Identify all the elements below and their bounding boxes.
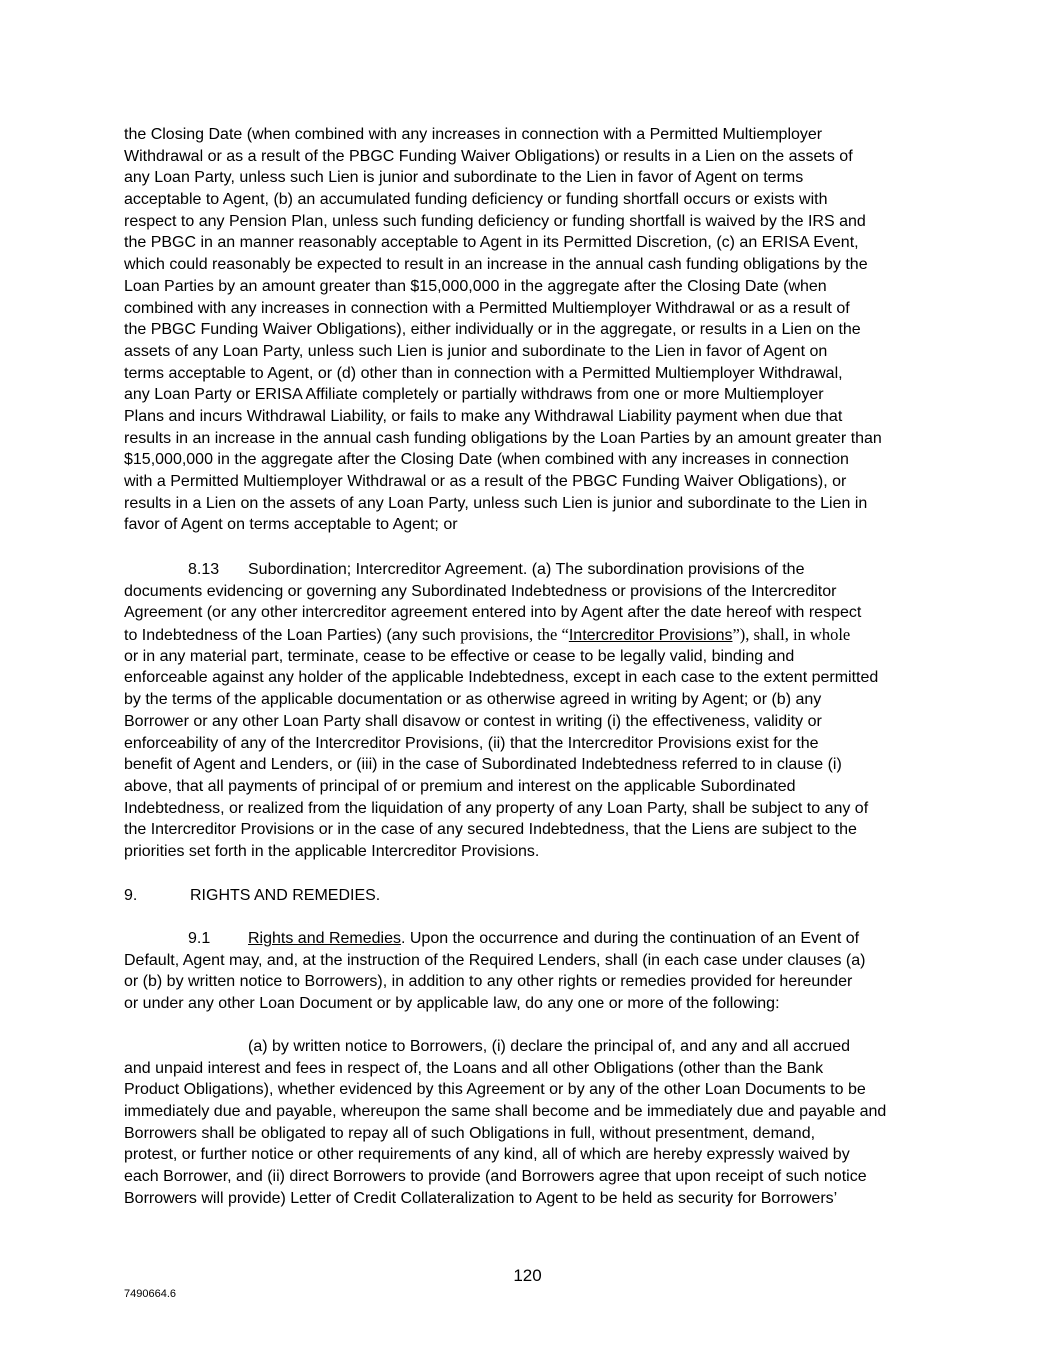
clause-a — [124, 1036, 936, 1210]
text-line: Default, Agent may, and, at the instruction of the Required Lenders, shall (in each case under clauses (a) — [124, 951, 866, 969]
text-line: with a Permitted Multiemployer Withdrawal or as a result of the PBGC Funding Waiver Obligations), or — [124, 473, 847, 490]
text-line: documents evidencing or governing any Subordinated Indebtedness or provisions of the Intercreditor — [124, 582, 837, 600]
section-9-1 — [124, 928, 936, 1015]
text-run: (a) by written notice to Borrowers, (i) declare the principal of, and any and all accrued — [248, 1038, 851, 1055]
text-line: which could reasonably be expected to result in an increase in the annual cash funding obligations by the — [124, 256, 868, 274]
text-line: favor of Agent on terms acceptable to Agent; or — [124, 516, 458, 534]
text-line: Plans and incurs Withdrawal Liability, or fails to make any Withdrawal Liability payment when due that — [124, 407, 843, 425]
text-line: or in any material part, terminate, cease to be effective or cease to be legally valid, binding and — [124, 647, 795, 665]
text-line: above, that all payments of principal of or premium and interest on the applicable Subordinated — [124, 777, 796, 795]
text-line — [124, 624, 936, 646]
text-line: the Closing Date (when combined with any increases in connection with a Permitted Multiemployer — [124, 126, 823, 143]
text-line: Product Obligations), whether evidenced by this Agreement or by any of the other Loan Documents to be — [124, 1081, 866, 1099]
document-id: 7490664.6 — [124, 1288, 176, 1300]
text-line: priorities set forth in the applicable Intercreditor Provisions. — [124, 842, 540, 860]
text-run: provisions, the “ — [460, 625, 569, 645]
text-line: enforceable against any holder of the applicable Indebtedness, except in each case to the extent permitted — [124, 669, 879, 687]
text-line: Borrowers will provide) Letter of Credit Collateralization to Agent to be held as security for Borrowers’ — [124, 1189, 838, 1207]
text-run: (a) The subordination provisions of the — [527, 561, 805, 578]
text-line: Borrowers shall be obligated to repay all of such Obligations in full, without presentment, demand, — [124, 1124, 816, 1142]
text-line: Borrower or any other Loan Party shall disavow or contest in writing (i) the effectiveness, validity or — [124, 712, 822, 730]
section-heading: Subordination; Intercreditor Agreement. — [248, 561, 528, 578]
text-line: Withdrawal or as a result of the PBGC Funding Waiver Obligations) or results in a Lien on the assets of — [124, 147, 853, 165]
text-line: protest, or further notice or other requirements of any kind, all of which are hereby expressly waived by — [124, 1146, 850, 1164]
text-line: $15,000,000 in the aggregate after the Closing Date (when combined with any increases in connection — [124, 451, 849, 469]
text-line: and unpaid interest and fees in respect of, the Loans and all other Obligations (other than the Bank — [124, 1059, 824, 1077]
text-line: any Loan Party, unless such Lien is junior and subordinate to the Lien in favor of Agent on terms — [124, 169, 804, 187]
text-line: combined with any increases in connection with a Permitted Multiemployer Withdrawal or as a result of — [124, 299, 850, 317]
section-heading: RIGHTS AND REMEDIES. — [190, 887, 381, 904]
section-heading: Rights and Remedies — [248, 930, 401, 947]
text-line: Agreement (or any other intercreditor agreement entered into by Agent after the date hereof with respect — [124, 604, 862, 622]
text-line: or under any other Loan Document or by applicable law, do any one or more of the following: — [124, 995, 780, 1013]
text-run: to Indebtedness of the Loan Parties) (any such — [124, 627, 461, 645]
text-line: enforceability of any of the Intercreditor Provisions, (ii) that the Intercreditor Provisions exist for the — [124, 734, 819, 752]
page-number: 120 — [513, 1266, 542, 1285]
text-line: any Loan Party or ERISA Affiliate completely or partially withdraws from one or more Multiemployer — [124, 386, 824, 404]
text-line: terms acceptable to Agent, or (d) other than in connection with a Permitted Multiemployer Withdrawal, — [124, 364, 843, 382]
text-line: results in an increase in the annual cash funding obligations by the Loan Parties by an amount greater than — [124, 429, 882, 447]
defined-term: Intercreditor Provisions — [568, 627, 733, 645]
text-line: Indebtedness, or realized from the liquidation of any property of any Loan Party, shall be subject to any of — [124, 799, 869, 817]
text-line: immediately due and payable, whereupon the same shall become and be immediately due and payable and — [124, 1103, 887, 1121]
section-number: 8.13 — [188, 561, 220, 578]
text-run: . Upon the occurrence and during the continuation of an Event of — [400, 930, 860, 947]
text-line: the PBGC Funding Waiver Obligations), either individually or in the aggregate, or results in a Lien on the — [124, 321, 861, 339]
text-line: results in a Lien on the assets of any Loan Party, unless such Lien is junior and subordinate to the Lien in — [124, 494, 868, 512]
section-9-heading — [124, 885, 936, 907]
section-8-13 — [124, 559, 936, 863]
continued-paragraph — [124, 124, 936, 536]
text-line: benefit of Agent and Lenders, or (iii) in the case of Subordinated Indebtedness referred to in clause (i) — [124, 756, 842, 774]
text-line: each Borrower, and (ii) direct Borrowers to provide (and Borrowers agree that upon receipt of such notice — [124, 1168, 867, 1186]
text-line: by the terms of the applicable documentation or as otherwise agreed in writing by Agent; or (b) any — [124, 691, 822, 709]
text-line: Loan Parties by an amount greater than $15,000,000 in the aggregate after the Closing Date (when — [124, 277, 827, 295]
text-line: assets of any Loan Party, unless such Lien is junior and subordinate to the Lien in favor of Agent on — [124, 342, 828, 360]
text-line: the Intercreditor Provisions or in the case of any secured Indebtedness, that the Liens are subject to the — [124, 821, 857, 839]
section-number: 9.1 — [188, 930, 211, 947]
text-line: acceptable to Agent, (b) an accumulated funding deficiency or funding shortfall occurs or exists with — [124, 191, 828, 209]
text-line: the PBGC in an manner reasonably acceptable to Agent in its Permitted Discretion, (c) an ERISA Event, — [124, 234, 859, 252]
text-line: or (b) by written notice to Borrowers), in addition to any other rights or remedies provided for hereunder — [124, 973, 853, 991]
section-number: 9. — [124, 887, 138, 904]
text-line: respect to any Pension Plan, unless such funding deficiency or funding shortfall is waived by the IRS and — [124, 212, 866, 230]
text-run: ”), shall, in whole — [732, 625, 851, 645]
